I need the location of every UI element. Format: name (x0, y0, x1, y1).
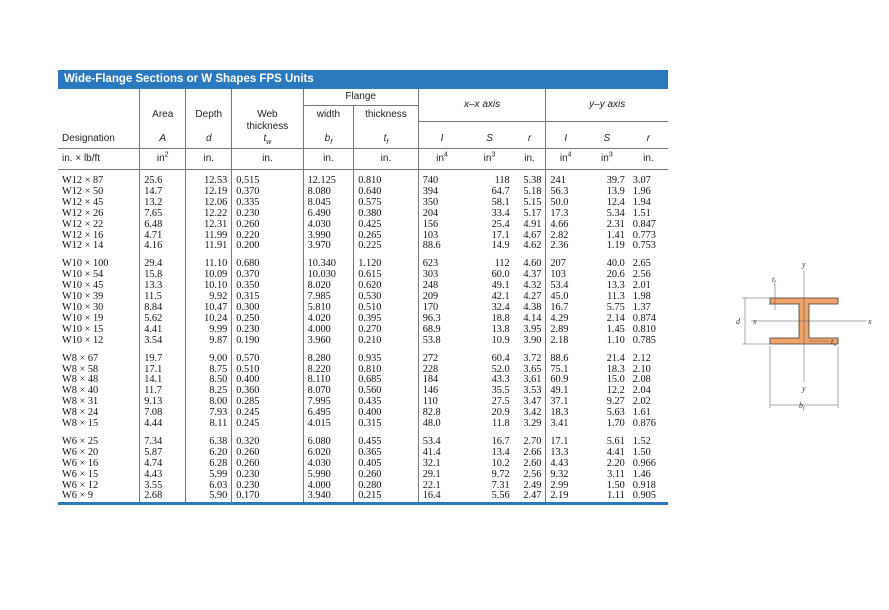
ry-cell: 2.65 2.56 2.01 1.98 1.37 0.874 0.810 0.785 (632, 258, 656, 346)
ix-cell: 272 228 184 146 110 82.8 48.0 (418, 347, 465, 430)
sy-cell: 39.7 13.9 12.4 5.34 2.31 1.41 1.19 (606, 175, 625, 252)
y-top-label: y (802, 260, 806, 269)
header-A: A (140, 121, 186, 149)
flange-thickness-cell: 0.935 0.810 0.685 0.560 0.435 0.400 0.315 (354, 347, 418, 430)
unit-web-thickness: in. (232, 149, 303, 170)
unit-area: $in^2$ (140, 149, 186, 170)
designation-cell: W6 × 25 W6 × 20 W6 × 16 W6 × 15 W6 × 12 W6 × 9 (58, 430, 140, 504)
sx-cell: 112 60.0 49.1 42.1 32.4 18.8 13.8 10.9 (491, 258, 510, 346)
ry-cell: 3.07 1.96 1.94 1.51 0.847 0.773 0.753 (632, 175, 656, 252)
unit-flange-width: in. (303, 149, 354, 170)
header-Ix: I (418, 121, 465, 149)
header-depth: Depth (186, 106, 232, 122)
flange-width-cell: 8.280 8.220 8.110 8.070 7.995 6.495 4.015 (303, 347, 354, 430)
unit-depth: in. (186, 149, 232, 170)
ix-cell: 623 303 248 209 170 96.3 68.9 53.8 (418, 252, 465, 346)
web-thickness-cell: 0.320 0.260 0.260 0.230 0.230 0.170 (232, 430, 303, 504)
header-Sy: S (603, 133, 611, 144)
designation-cell: W12 × 87 W12 × 50 W12 × 45 W12 × 26 W12 × 22 W12 × 16 W12 × 14 (62, 175, 104, 252)
header-web: Web (232, 89, 303, 121)
flange-width-cell: 12.125 8.080 8.045 6.490 4.030 3.990 3.970 (303, 170, 354, 253)
area-cell: 19.7 17.1 14.1 11.7 9.13 7.08 4.44 (140, 347, 186, 430)
x-right-label: x (868, 317, 872, 326)
flange-thickness-cell: 0.455 0.365 0.405 0.260 0.280 0.215 (354, 430, 418, 504)
header-flange-width: width (303, 106, 354, 122)
w-shape-cross-section-diagram (725, 250, 875, 420)
iy-cell: 207 103 53.4 45.0 16.7 4.29 2.89 2.18 (546, 252, 585, 346)
unit-Sx: $in^3$ (465, 149, 513, 170)
iy-cell: 17.1 13.3 4.43 9.32 2.99 2.19 (546, 430, 585, 504)
header-area: Area (140, 106, 186, 122)
area-cell: 25.6 14.7 13.2 7.65 6.48 4.71 4.16 (140, 170, 186, 253)
header-Sx: S (486, 133, 493, 144)
web-thickness-cell: 0.515 0.370 0.335 0.230 0.260 0.220 0.200 (232, 170, 303, 253)
header-web-thickness (232, 121, 303, 149)
web-thickness-cell: 0.570 0.510 0.400 0.360 0.285 0.245 0.245 (232, 347, 303, 430)
tf-label: $t_f$ (772, 275, 776, 286)
header-tf: $t_f$ (354, 121, 418, 149)
depth-cell: 6.38 6.20 6.28 5.99 6.03 5.90 (186, 430, 232, 504)
group-w10 (58, 252, 668, 346)
unit-designation: in. × lb/ft (58, 149, 140, 170)
bf-label: $b_f$ (799, 401, 805, 412)
header-flange-thickness: thickness (354, 106, 418, 122)
flange-thickness-cell: 1.120 0.615 0.620 0.530 0.510 0.395 0.270 0.210 (354, 252, 418, 346)
unit-Ix: $in^4$ (418, 149, 465, 170)
iy-cell: 241 56.3 50.0 17.3 4.66 2.82 2.36 (546, 170, 585, 253)
iy-cell: 88.6 75.1 60.9 49.1 37.1 18.3 3.41 (546, 347, 585, 430)
rx-cell: 4.60 4.37 4.32 4.27 4.38 4.14 3.95 3.90 (523, 258, 542, 346)
header-designation: Designation (62, 133, 115, 144)
header-ry: r (646, 133, 651, 144)
header-rx: r (527, 133, 532, 144)
header-Iy: I (546, 121, 585, 149)
flange-width-cell: 6.080 6.020 4.030 5.990 4.000 3.940 (303, 430, 354, 504)
tw-label: $t_w$ (831, 337, 837, 348)
x-left-label: x (753, 317, 757, 326)
unit-ry: in. (629, 149, 668, 170)
designation-cell: W8 × 67 W8 × 58 W8 × 48 W8 × 40 W8 × 31 W8 × 24 W8 × 15 (62, 352, 99, 430)
depth-cell: 9.00 8.75 8.50 8.25 8.00 7.93 8.11 (186, 347, 232, 430)
d-label: d (736, 317, 740, 326)
header-tw: $t_w$ (263, 133, 272, 146)
designation-cell: W10 × 100 W10 × 54 W10 × 45 W10 × 39 W10 × 30 W10 × 19 W10 × 15 W10 × 12 (62, 258, 109, 346)
header-x-axis: x–x axis (418, 89, 546, 121)
sx-cell: 60.4 52.0 43.3 35.5 27.5 20.9 11.8 (491, 352, 510, 430)
web-thickness-cell: 0.680 0.370 0.350 0.315 0.300 0.250 0.230 0.190 (232, 252, 303, 346)
header-d: d (186, 121, 232, 149)
rx-cell: 2.70 2.66 2.60 2.56 2.49 2.47 (514, 430, 546, 504)
ix-cell: 53.4 41.4 32.1 29.1 22.1 16.4 (418, 430, 465, 504)
group-w6 (58, 430, 668, 504)
y-bottom-label: y (802, 384, 806, 393)
sy-cell: 21.4 18.3 15.0 12.2 9.27 5.63 1.70 (606, 352, 625, 430)
rx-cell: 5.38 5.18 5.15 5.17 4.91 4.67 4.62 (523, 175, 542, 252)
unit-rx: in. (514, 149, 546, 170)
group-w12 (58, 170, 668, 253)
wide-flange-table (58, 89, 668, 505)
sy-cell: 40.0 20.6 13.3 11.3 5.75 2.14 1.45 1.10 (606, 258, 625, 346)
depth-cell: 12.53 12.19 12.06 12.22 12.31 11.99 11.91 (186, 170, 232, 253)
sx-cell: 118 64.7 58.1 33.4 25.4 17.1 14.9 (491, 175, 510, 252)
sx-cell: 16.7 13.4 10.2 9.72 7.31 5.56 (465, 430, 513, 504)
depth-cell: 11.10 10.09 10.10 9.92 10.47 10.24 9.99 9.87 (186, 252, 232, 346)
flange-thickness-cell: 0.810 0.640 0.575 0.380 0.425 0.265 0.225 (354, 170, 418, 253)
rx-cell: 3.72 3.65 3.61 3.53 3.47 3.42 3.29 (523, 352, 542, 430)
unit-Iy: $in^4$ (546, 149, 585, 170)
unit-flange-thickness: in. (354, 149, 418, 170)
header-flange: Flange (303, 89, 418, 106)
unit-Sy: $in^3$ (585, 149, 629, 170)
header-bf: $b_f$ (303, 121, 354, 149)
ry-cell: 1.52 1.50 0.966 1.46 0.918 0.905 (629, 430, 668, 504)
table-title: Wide-Flange Sections or W Shapes FPS Units (58, 70, 668, 89)
ix-cell: 740 394 350 204 156 103 88.6 (418, 170, 465, 253)
header-web-thickness-word: thickness (246, 121, 289, 132)
group-w8 (58, 347, 668, 430)
sy-cell: 5.61 4.41 2.20 3.11 1.50 1.11 (585, 430, 629, 504)
area-cell: 7.34 5.87 4.74 4.43 3.55 2.68 (140, 430, 186, 504)
header-y-axis: y–y axis (546, 89, 668, 121)
flange-width-cell: 10.340 10.030 8.020 7.985 5.810 4.020 4.000 3.960 (303, 252, 354, 346)
ry-cell: 2.12 2.10 2.08 2.04 2.02 1.61 0.876 (632, 352, 656, 430)
area-cell: 29.4 15.8 13.3 11.5 8.84 5.62 4.41 3.54 (140, 252, 186, 346)
